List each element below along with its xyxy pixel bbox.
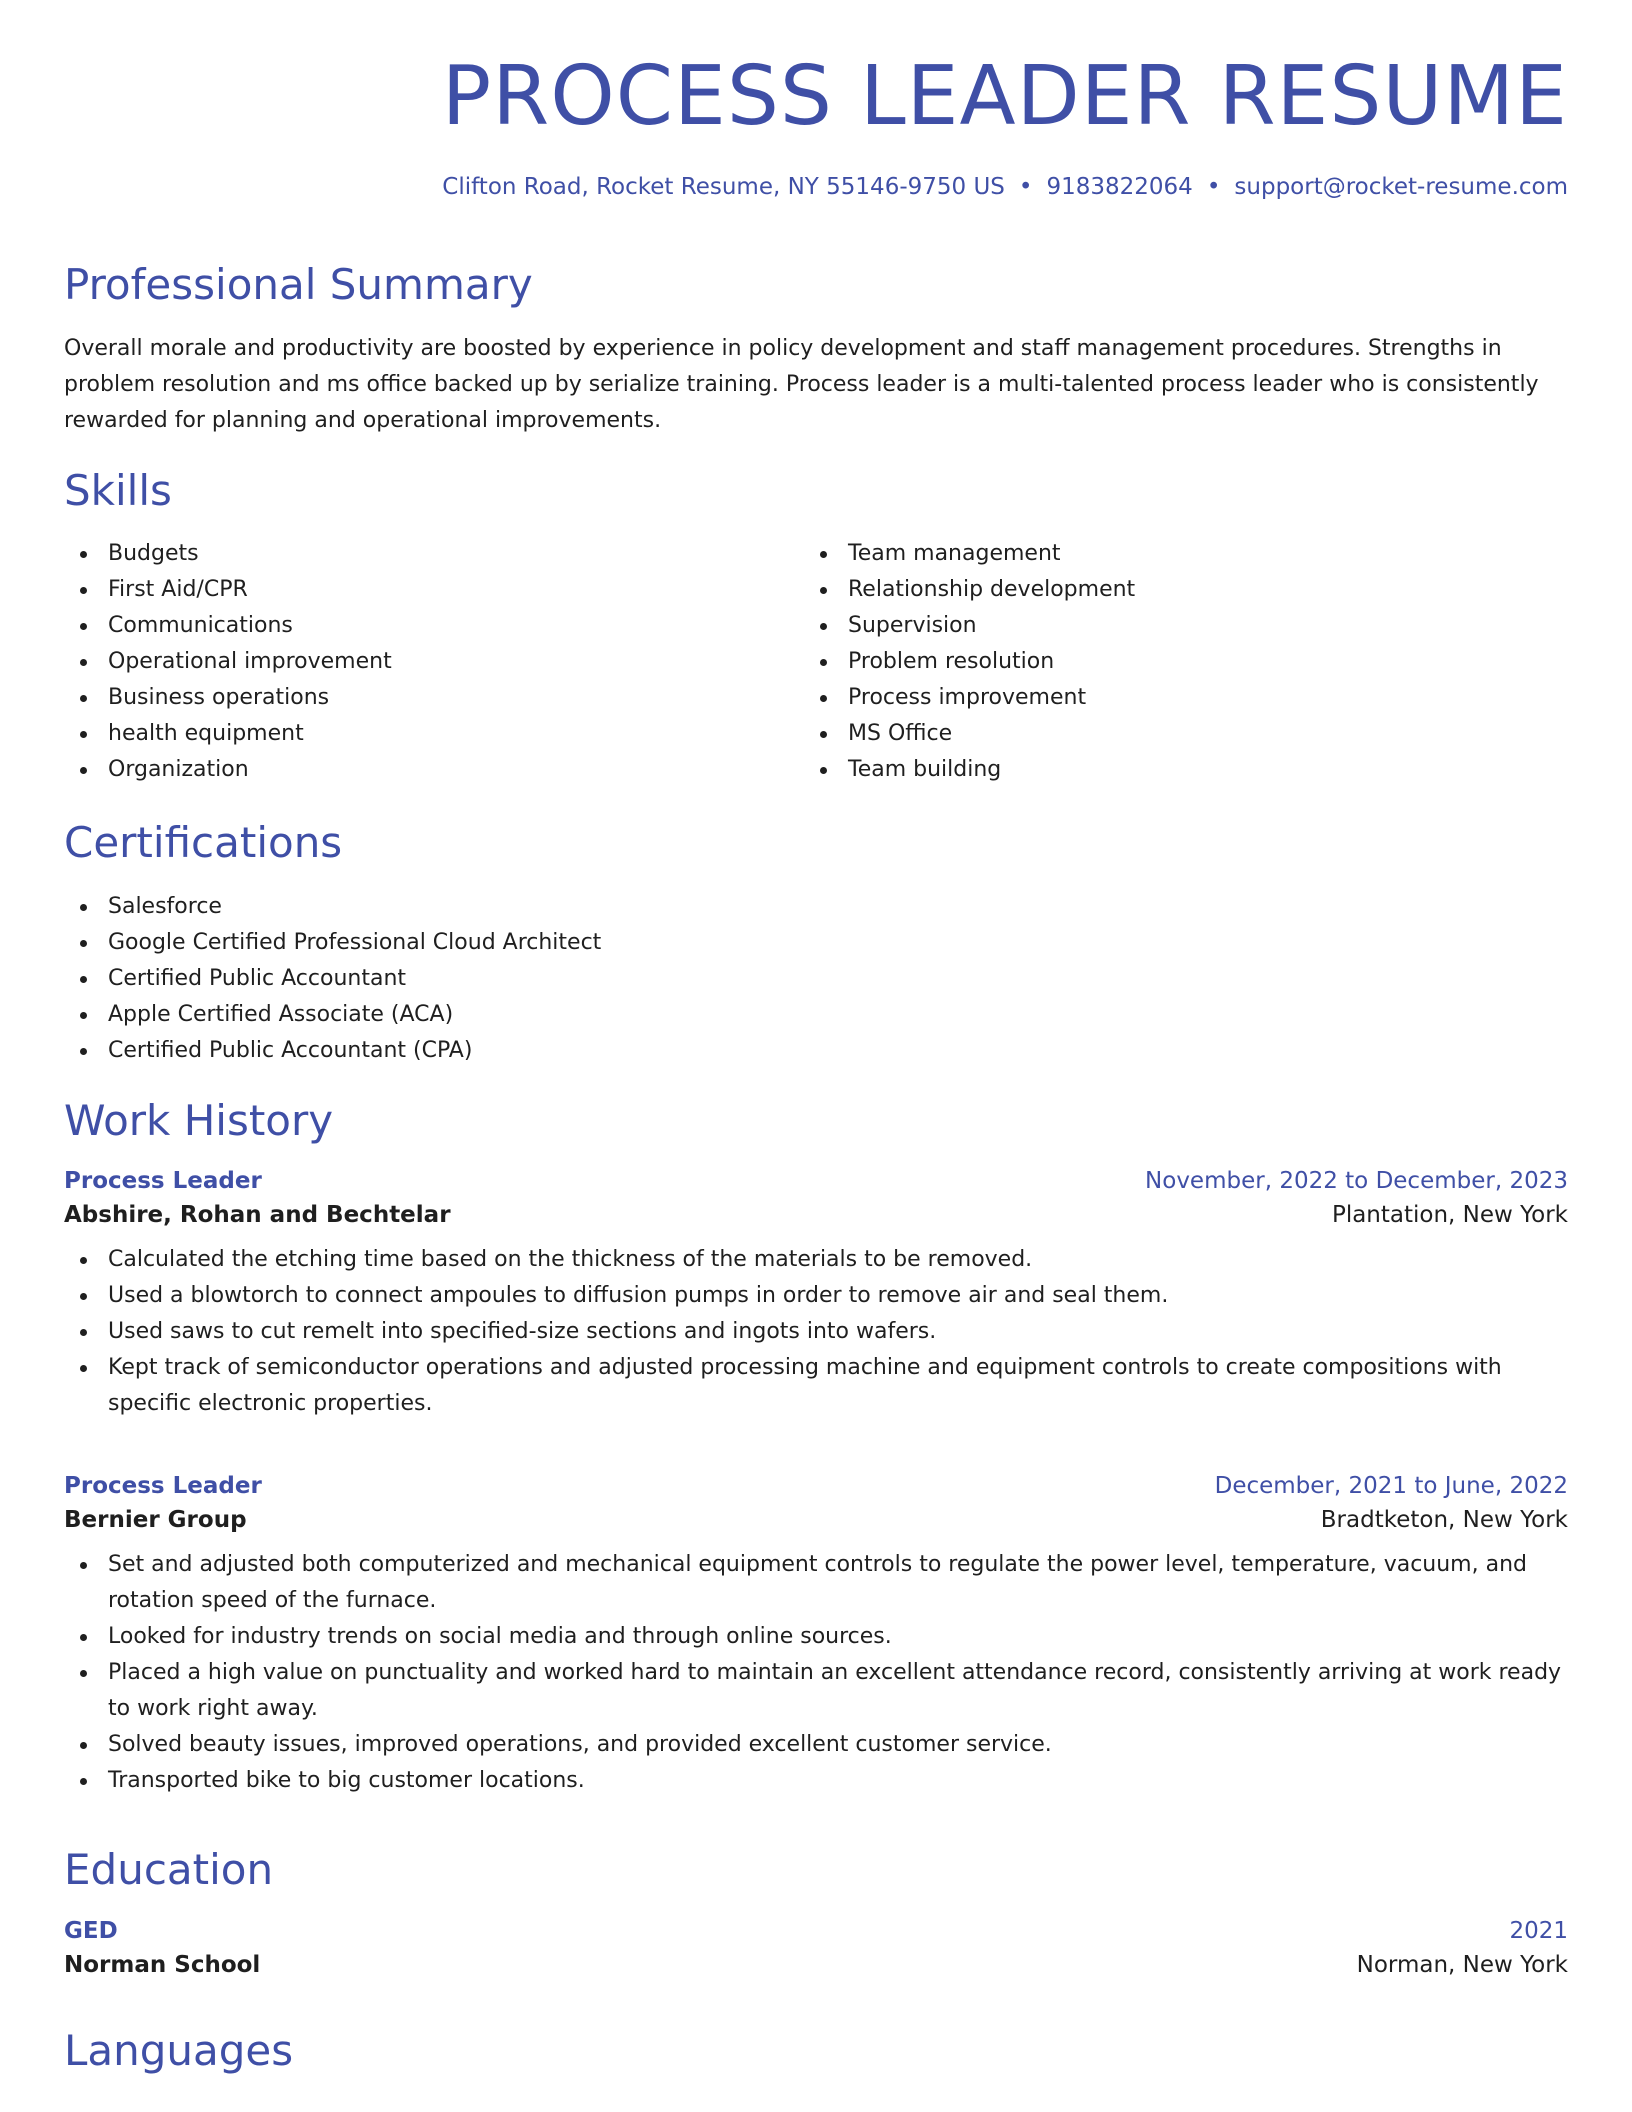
education-heading: Education [64, 1845, 274, 1894]
education-year: 2021 [1509, 1918, 1568, 1944]
skill-item: Relationship development [804, 572, 1544, 608]
skill-item: Problem resolution [804, 644, 1544, 680]
job-duty-item: Used saws to cut remelt into specified-size sections and ingots into wafers. [64, 1314, 1568, 1350]
job-location: Plantation, New York [1331, 1202, 1568, 1228]
education-school: Norman School [64, 1952, 261, 1978]
certification-item: Apple Certified Associate (ACA) [64, 997, 1568, 1033]
job-location: Bradtketon, New York [1320, 1507, 1568, 1533]
job-duties-list [64, 1547, 1568, 1799]
job-entry [64, 1473, 1568, 1799]
job-duty-item: Solved beauty issues, improved operations, and provided excellent customer service. [64, 1727, 1568, 1763]
contact-email[interactable]: support@rocket-resume.com [1234, 174, 1568, 200]
education-school-row [64, 1952, 1568, 1978]
job-company: Bernier Group [64, 1507, 247, 1533]
job-title: Process Leader [64, 1473, 262, 1499]
skill-item: Supervision [804, 608, 1544, 644]
contact-separator: • [1018, 174, 1033, 200]
skill-item: Budgets [64, 536, 804, 572]
skill-item: Team building [804, 752, 1544, 788]
certification-item: Certified Public Accountant (CPA) [64, 1033, 1568, 1069]
job-company-row [64, 1507, 1568, 1533]
job-duties-list [64, 1242, 1568, 1422]
skill-item: Communications [64, 608, 804, 644]
contact-separator: • [1206, 174, 1221, 200]
job-duty-item: Used a blowtorch to connect ampoules to diffusion pumps in order to remove air and seal them. [64, 1278, 1568, 1314]
contact-line [64, 174, 1568, 200]
job-duty-item: Set and adjusted both computerized and mechanical equipment controls to regulate the power level, temperature, vacuum, and rotation speed of the furnace. [64, 1547, 1568, 1619]
skills-column-right [804, 536, 1544, 788]
work-history-heading: Work History [64, 1096, 334, 1145]
education-header-row [64, 1918, 1568, 1944]
job-dates: December, 2021 to June, 2022 [1214, 1473, 1568, 1499]
contact-address: Clifton Road, Rocket Resume, NY 55146-9750 US [442, 174, 1005, 200]
skills-column-left [64, 536, 804, 788]
education-location: Norman, New York [1356, 1952, 1568, 1978]
summary-heading: Professional Summary [64, 260, 533, 309]
skill-item: Business operations [64, 680, 804, 716]
certification-item: Salesforce [64, 889, 1568, 925]
resume-name: PROCESS LEADER RESUME [441, 49, 1568, 144]
job-duty-item: Placed a high value on punctuality and worked hard to maintain an excellent attendance record, consistently arriving at work ready to work right away. [64, 1655, 1568, 1727]
job-duty-item: Looked for industry trends on social media and through online sources. [64, 1619, 1568, 1655]
job-header-row [64, 1473, 1568, 1499]
education-entry [64, 1918, 1568, 1978]
skill-item: Organization [64, 752, 804, 788]
job-duty-item: Calculated the etching time based on the thickness of the materials to be removed. [64, 1242, 1568, 1278]
job-header-row [64, 1168, 1568, 1194]
skills-list [64, 536, 1568, 788]
job-duty-item: Transported bike to big customer locations. [64, 1763, 1568, 1799]
certification-item: Certified Public Accountant [64, 961, 1568, 997]
certifications-heading: Certifications [64, 818, 343, 867]
summary-text: Overall morale and productivity are boosted by experience in policy development and staff management procedures. Strengths in problem resolution and ms office backed up by serialize training. Process leader is a multi-talented process leader who is consistently rewarded for planning and operational improvements. [64, 336, 1539, 433]
education-degree: GED [64, 1918, 118, 1944]
job-company: Abshire, Rohan and Bechtelar [64, 1202, 451, 1228]
job-dates: November, 2022 to December, 2023 [1145, 1168, 1568, 1194]
job-title: Process Leader [64, 1168, 262, 1194]
skill-item: health equipment [64, 716, 804, 752]
skill-item: Team management [804, 536, 1544, 572]
resume-content [64, 0, 1568, 2075]
skills-heading: Skills [64, 466, 172, 515]
languages-heading: Languages [64, 2026, 294, 2075]
skill-item: Process improvement [804, 680, 1544, 716]
skill-item: Operational improvement [64, 644, 804, 680]
job-company-row [64, 1202, 1568, 1228]
job-entry [64, 1168, 1568, 1422]
skill-item: MS Office [804, 716, 1544, 752]
certifications-list [64, 889, 1568, 1069]
contact-phone: 9183822064 [1046, 174, 1193, 200]
certification-item: Google Certified Professional Cloud Architect [64, 925, 1568, 961]
job-duty-item: Kept track of semiconductor operations and adjusted processing machine and equipment controls to create compositions with specific electronic properties. [64, 1350, 1568, 1422]
skill-item: First Aid/CPR [64, 572, 804, 608]
